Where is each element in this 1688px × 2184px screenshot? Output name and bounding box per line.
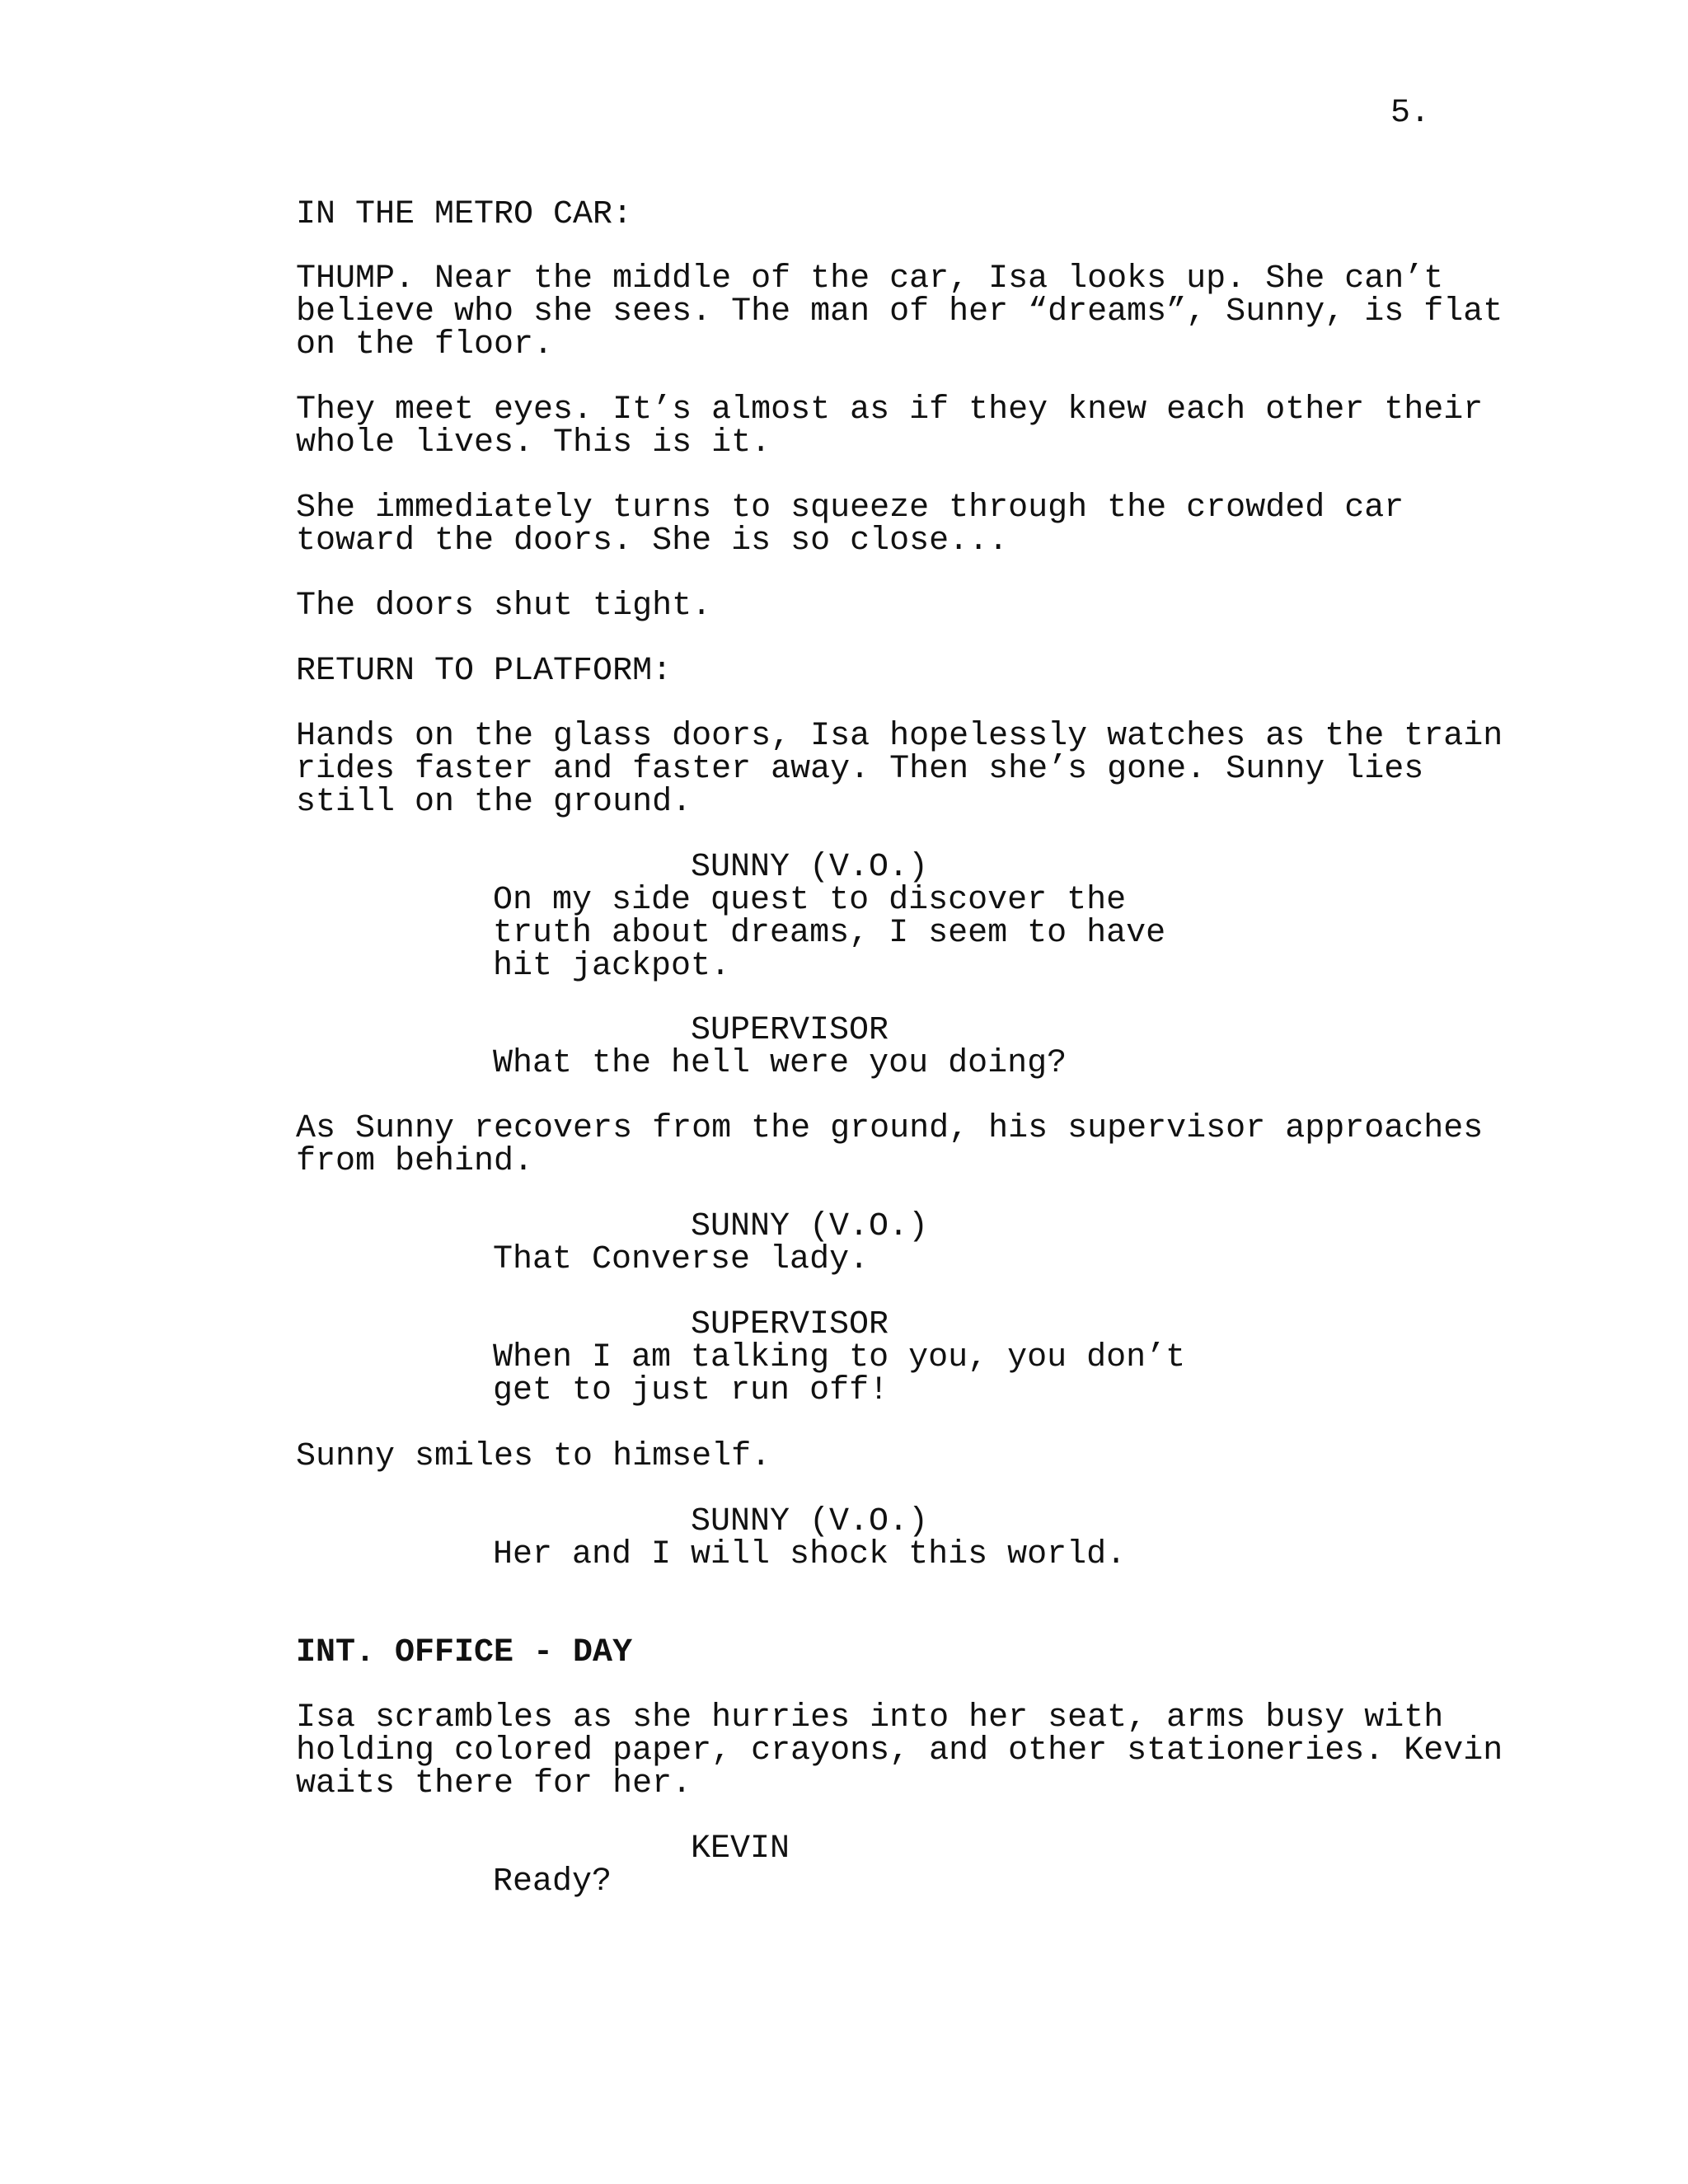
text-line: When I am talking to you, you don’t (493, 1339, 1186, 1376)
action-block (296, 590, 711, 623)
text-line: on the floor. (296, 326, 554, 363)
action-block (296, 1699, 1503, 1802)
text-line: KEVIN (691, 1830, 790, 1868)
action-block (296, 720, 1503, 819)
text-line: Hands on the glass doors, Isa hopelessly watches as the train (296, 718, 1503, 755)
character-cue (691, 1012, 889, 1049)
text-line: SUPERVISOR (691, 1012, 889, 1049)
text-line: She immediately turns to squeeze through the crowded car (296, 490, 1404, 527)
transition-line (296, 655, 672, 688)
text-line: holding colored paper, crayons, and other stationeries. Kevin (296, 1732, 1503, 1769)
character-cue (691, 1208, 929, 1245)
character-cue (691, 1503, 929, 1540)
dialogue-block (493, 884, 1165, 983)
dialogue-block (493, 1536, 1127, 1573)
text-line: The doors shut tight. (296, 588, 712, 625)
text-line: As Sunny recovers from the ground, his supervisor approaches (296, 1110, 1484, 1147)
action-block (296, 492, 1404, 558)
text-line: get to just run off! (493, 1372, 889, 1409)
text-line: rides faster and faster away. Then she’s gone. Sunny lies (296, 751, 1424, 788)
text-line: truth about dreams, I seem to have (493, 915, 1166, 952)
dialogue-block (493, 1339, 1186, 1409)
text-line: They meet eyes. It’s almost as if they knew each other their (296, 391, 1484, 429)
text-line: SUNNY (V.O.) (691, 849, 929, 886)
text-line: toward the doors. She is so close... (296, 523, 1009, 560)
text-line: THUMP. Near the middle of the car, Isa looks up. She can’t (296, 260, 1444, 298)
text-line: Sunny smiles to himself. (296, 1438, 771, 1475)
character-cue (691, 851, 928, 884)
text-line: On my side quest to discover the (493, 882, 1127, 919)
scene-heading (296, 1634, 633, 1671)
text-line: hit jackpot. (493, 948, 731, 985)
action-block (296, 1438, 771, 1475)
character-cue (691, 1830, 790, 1868)
text-line: from behind. (296, 1143, 534, 1180)
text-line: Her and I will shock this world. (493, 1536, 1127, 1573)
action-block (296, 1110, 1484, 1180)
page-number: 5. (1390, 95, 1431, 132)
text-line: waits there for her. (296, 1765, 692, 1802)
text-line: still on the ground. (296, 784, 692, 821)
text-line: believe who she sees. The man of her “dreams”, Sunny, is flat (296, 293, 1503, 330)
dialogue-block (493, 1047, 1067, 1080)
text-line: SUNNY (V.O.) (691, 1503, 929, 1540)
text-line: Ready? (493, 1863, 612, 1900)
text-line: What the hell were you doing? (493, 1045, 1067, 1082)
text-line: whole lives. This is it. (296, 424, 771, 462)
text-line: RETURN TO PLATFORM: (296, 653, 673, 690)
dialogue-block (493, 1241, 870, 1278)
text-line: SUNNY (V.O.) (691, 1208, 929, 1245)
character-cue (691, 1306, 889, 1343)
dialogue-block (493, 1863, 612, 1900)
text-line: Isa scrambles as she hurries into her seat, arms busy with (296, 1699, 1444, 1736)
text-line: INT. OFFICE - DAY (296, 1634, 633, 1671)
text-line: That Converse lady. (493, 1241, 870, 1278)
action-block (296, 260, 1503, 363)
transition-line (296, 196, 633, 233)
text-line: SUPERVISOR (691, 1306, 889, 1343)
text-line: IN THE METRO CAR: (296, 196, 633, 233)
action-block (296, 391, 1484, 462)
